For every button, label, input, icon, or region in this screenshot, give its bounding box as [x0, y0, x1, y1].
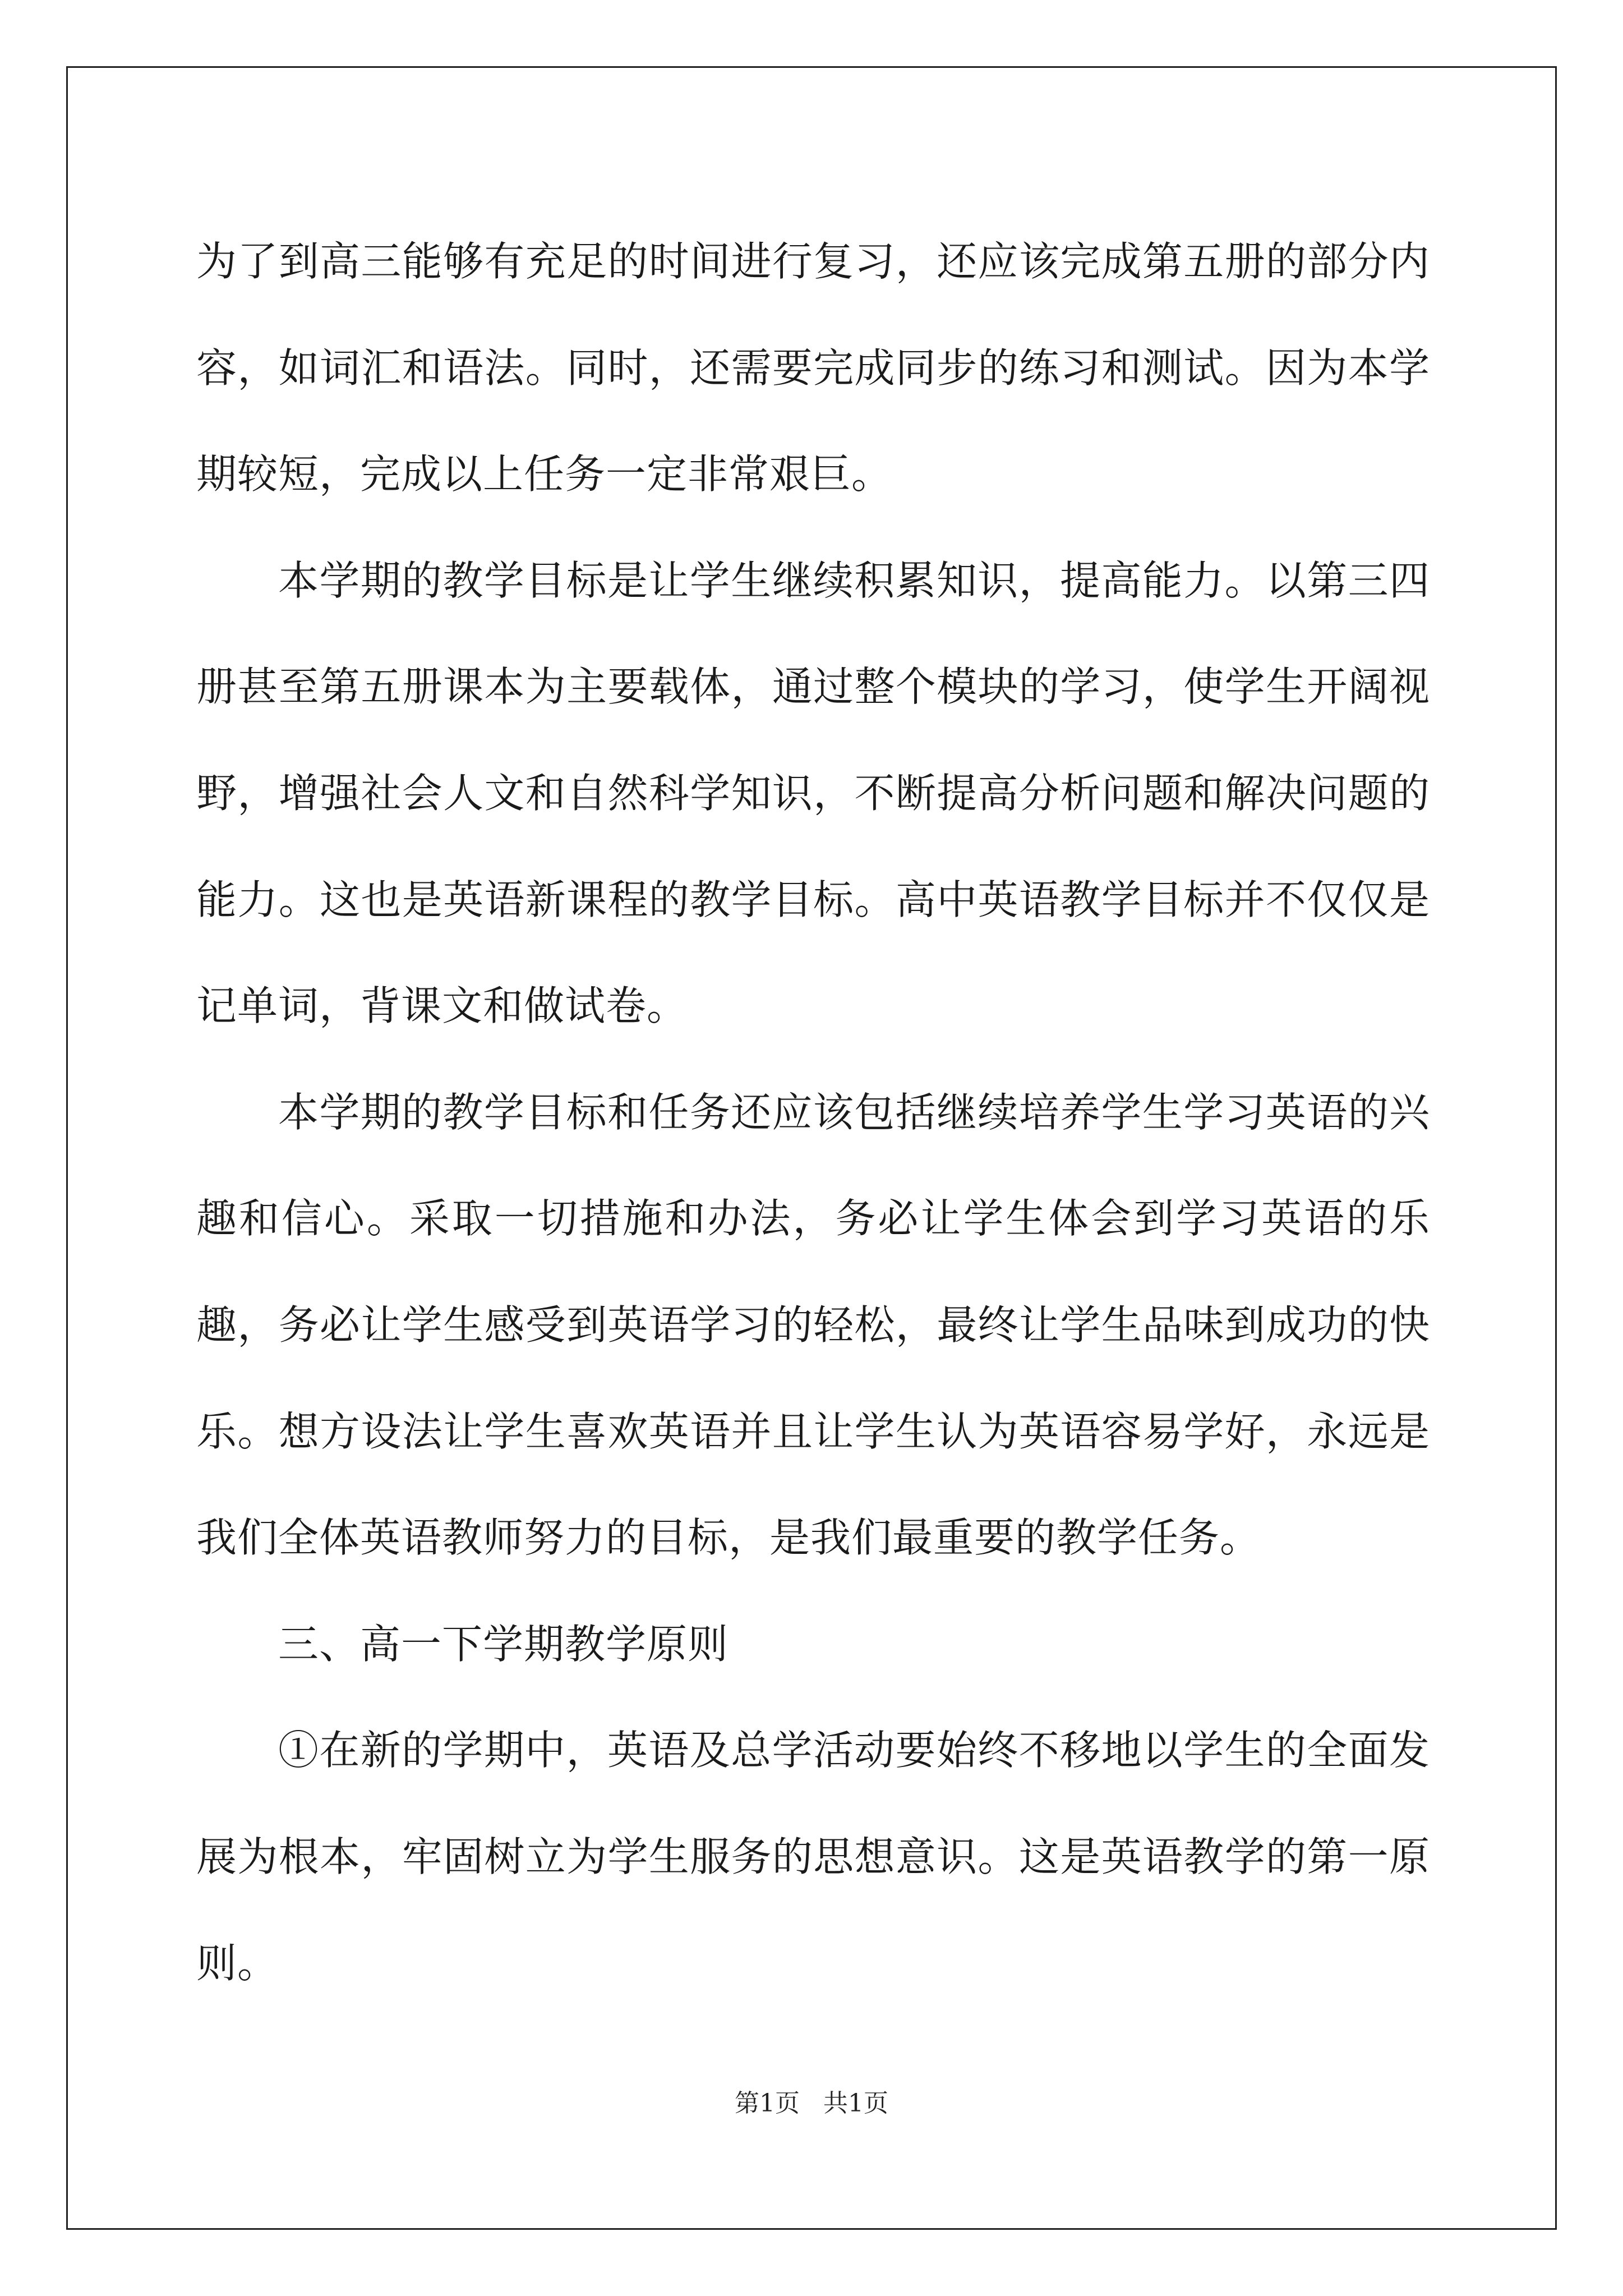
paragraph-continuation: 为了到高三能够有充足的时间进行复习，还应该完成第五册的部分内容，如词汇和语法。同时，还需要完成同步的练习和测试。因为本学期较短，完成以上任务一定非常艰巨。 [196, 238, 1430, 498]
page-footer [0, 2087, 1623, 2120]
paragraph-teaching-goals: 本学期的教学目标是让学生继续积累知识，提高能力。以第三四册甚至第五册课本为主要载体，通过整个模块的学习，使学生开阔视野，增强社会人文和自然科学知识，不断提高分析问题和解决问题的能力。这也是英语新课程的教学目标。高中英语教学目标并不仅仅是记单词，背课文和做试卷。 [196, 556, 1430, 1030]
page-total: 共1页 [823, 2089, 888, 2118]
page-number: 第1页 [735, 2089, 800, 2118]
paragraph-interest-confidence: 本学期的教学目标和任务还应该包括继续培养学生学习英语的兴趣和信心。采取一切措施和办法，务必让学生体会到学习英语的乐趣，务必让学生感受到英语学习的轻松，最终让学生品味到成功的快乐。想方设法让学生喜欢英语并且让学生认为英语容易学好，永远是我们全体英语教师努力的目标，是我们最重要的教学任务。 [196, 1088, 1430, 1562]
section-heading-teaching-principles: 三、高一下学期教学原则 [278, 1620, 729, 1668]
document-body [196, 209, 1430, 2017]
footer-separator [800, 2089, 823, 2118]
paragraph-principle-one: ①在新的学期中，英语及总学活动要始终不移地以学生的全面发展为根本，牢固树立为学生服务的思想意识。这是英语教学的第一原则。 [196, 1727, 1430, 1987]
